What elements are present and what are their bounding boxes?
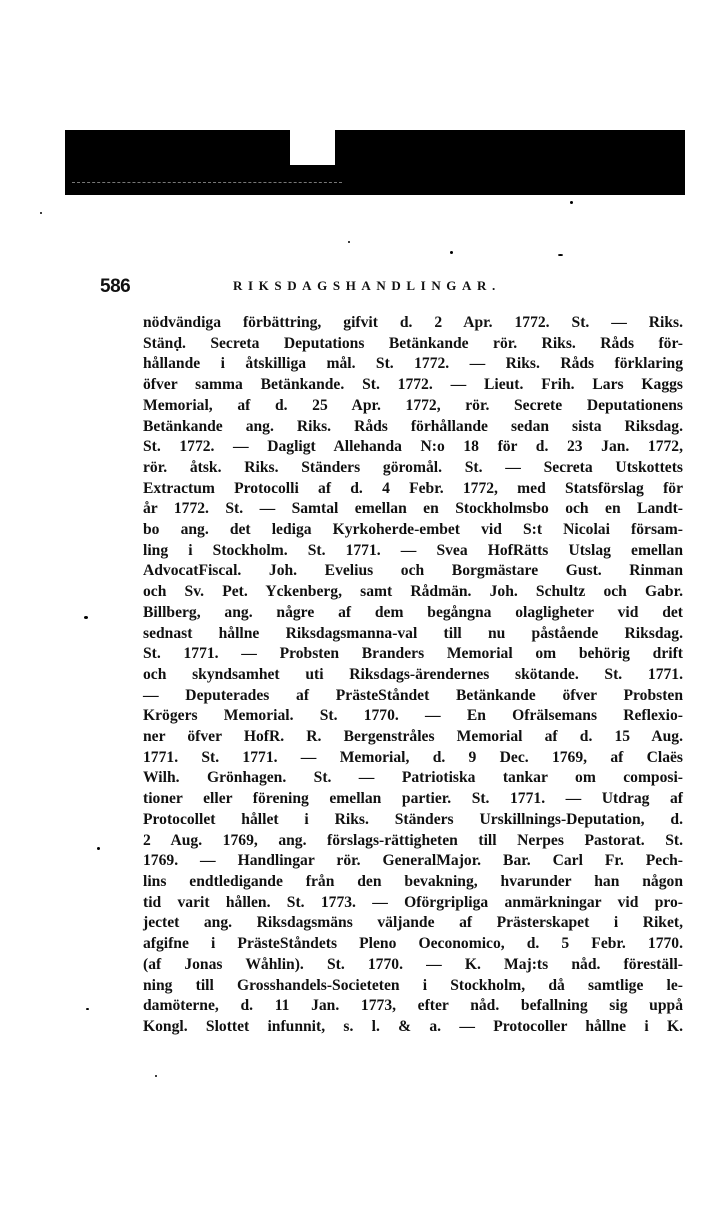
text-line: jectet ang. Riksdagsmäns väljande af Prästerskapet i Riket, — [143, 914, 683, 932]
text-line: hållande i åtskilliga mål. St. 1772. — Riks. Råds förklaring — [143, 355, 683, 373]
body-text — [143, 313, 683, 1038]
text-line: 1769. — Handlingar rör. GeneralMajor. Bar. Carl Fr. Pech- — [143, 852, 683, 870]
scan-speck — [40, 212, 42, 214]
scan-speck — [155, 1075, 157, 1077]
text-line: Memorial, af d. 25 Apr. 1772, rör. Secrete Deputationens — [143, 396, 683, 414]
text-line: AdvocatFiscal. Joh. Evelius och Borgmästare Gust. Rinman — [143, 562, 683, 580]
text-line: St. 1772. — Dagligt Allehanda N:o 18 för d. 23 Jan. 1772, — [143, 438, 683, 456]
text-line: — Deputerades af PrästeStåndet Betänkande öfver Probsten — [143, 686, 683, 704]
running-head: RIKSDAGSHANDLINGAR. — [233, 278, 501, 293]
text-line: nödvändiga förbättring, gifvit d. 2 Apr. 1772. St. — Riks. — [143, 314, 683, 331]
text-line: lins endtledigande från den bevakning, hvarunder han någon — [143, 872, 683, 890]
scan-speck — [348, 241, 350, 243]
text-line: år 1772. St. — Samtal emellan en Stockholmsbo och en Landt- — [143, 500, 683, 518]
text-line: bo ang. det lediga Kyrkoherde-embet vid S:t Nicolai försam- — [143, 521, 683, 539]
text-line: damöterne, d. 11 Jan. 1773, efter nåd. befallning sig uppå — [143, 997, 683, 1015]
scan-bar-notch — [290, 130, 335, 165]
text-line: ning till Grosshandels-Societeten i Stockholm, då samtlige le- — [143, 976, 683, 994]
text-line: Kongl. Slottet infunnit, s. l. & a. — Protocoller hållne i K. — [143, 1017, 683, 1035]
text-line: afgifne i PrästeStåndets Pleno Oeconomico, d. 5 Febr. 1770. — [143, 935, 683, 953]
text-line: ling i Stockholm. St. 1771. — Svea HofRätts Utslag emellan — [143, 541, 683, 559]
text-line: 2 Aug. 1769, ang. förslags-rättigheten till Nerpes Pastorat. St. — [143, 831, 683, 849]
scan-speck — [86, 1008, 89, 1010]
text-line: (af Jonas Wåhlin). St. 1770. — K. Maj:ts nåd. föreställ- — [143, 955, 683, 973]
text-line: tid varit hållen. St. 1773. — Oförgripliga anmärkningar vid pro- — [143, 893, 683, 911]
scan-speck — [570, 201, 573, 204]
text-line: öfver samma Betänkande. St. 1772. — Lieut. Frih. Lars Kaggs — [143, 376, 683, 394]
text-line: St. 1771. — Probsten Branders Memorial om behörig drift — [143, 645, 683, 663]
scan-redaction-bar — [65, 130, 685, 195]
scan-artifact-line — [72, 182, 342, 184]
scan-speck — [450, 251, 453, 254]
text-line: 1771. St. 1771. — Memorial, d. 9 Dec. 1769, af Claës — [143, 748, 683, 766]
text-line: Betänkande ang. Riks. Råds förhållande sedan sista Riksdag. — [143, 417, 683, 435]
text-line: och Sv. Pet. Yckenberg, samt Rådmän. Joh. Schultz och Gabr. — [143, 583, 683, 601]
text-line: Protocollet hållet i Riks. Ständers Urskillnings-Deputation, d. — [143, 810, 683, 828]
text-line: ner öfver HofR. R. Bergenstråles Memorial af d. 15 Aug. — [143, 728, 683, 746]
text-line: Extractum Protocolli af d. 4 Febr. 1772, med Statsförslag för — [143, 479, 683, 497]
text-line: och skyndsamhet uti Riksdags-ärendernes skötande. St. 1771. — [143, 665, 683, 683]
scan-speck — [84, 616, 88, 619]
page-number: 586 — [100, 276, 131, 297]
text-line: Krögers Memorial. St. 1770. — En Ofrälsemans Reflexio- — [143, 707, 683, 725]
text-line: Stänḍ. Secreta Deputations Betänkande rör. Riks. Råds för- — [143, 334, 683, 352]
text-line: Wilh. Grönhagen. St. — Patriotiska tankar om composi- — [143, 769, 683, 787]
text-line: tioner eller förening emellan partier. St. 1771. — Utdrag af — [143, 790, 683, 808]
scan-speck — [558, 254, 563, 256]
text-line: sednast hållne Riksdagsmanna-val till nu påstående Riksdag. — [143, 624, 683, 642]
text-line: rör. åtsk. Riks. Ständers göromål. St. — Secreta Utskottets — [143, 458, 683, 476]
text-line: Billberg, ang. någre af dem begångna olagligheter vid det — [143, 603, 683, 621]
scan-speck — [97, 847, 100, 850]
